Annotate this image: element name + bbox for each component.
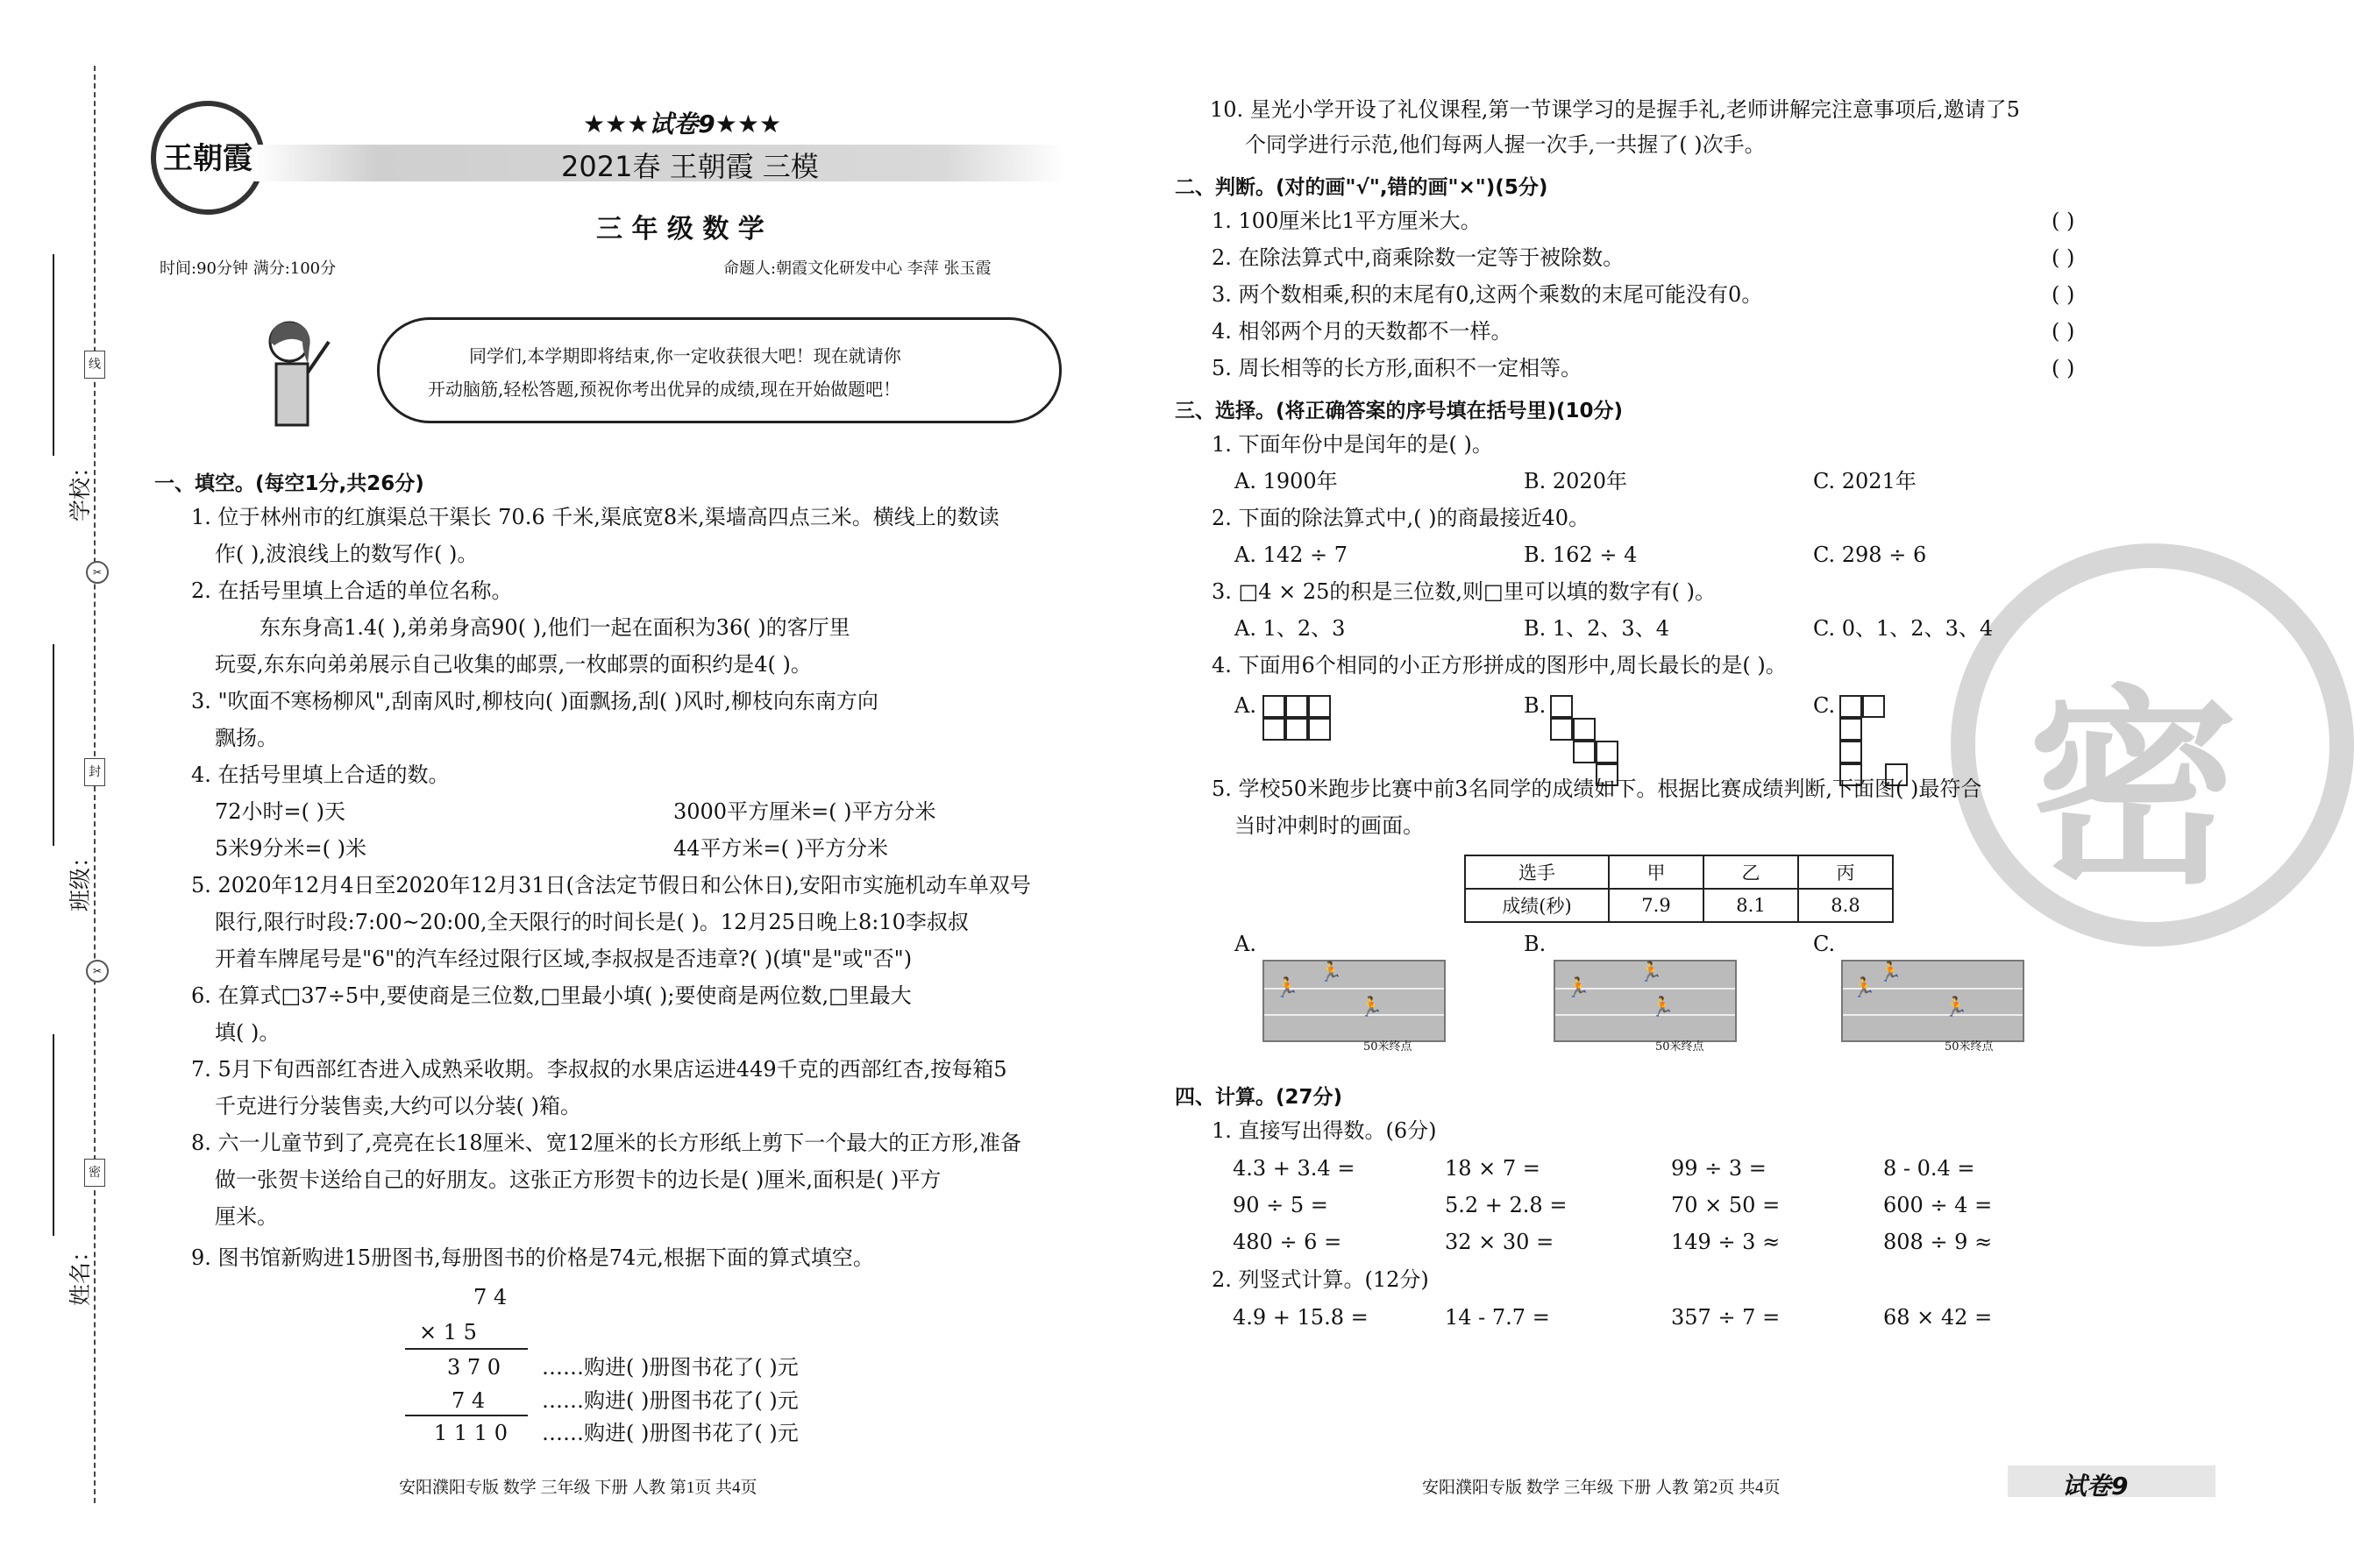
score-table (1464, 855, 1894, 923)
shape-a-label: A. (1234, 693, 1256, 718)
choice-5-line2: 当时冲刺时的画面。 (1234, 813, 1424, 838)
q4-c: 5米9分米=( )米 (215, 836, 367, 861)
speech-bubble (377, 317, 1062, 423)
q4-d: 44平方米=( )平方分米 (673, 836, 889, 861)
judge-5: 5. 周长相等的长方形,面积不一定相等。 (1212, 356, 1582, 380)
race-track-c (1841, 960, 2024, 1042)
calc-item: 32 × 30 = (1445, 1230, 1554, 1254)
choice-2: 2. 下面的除法算式中,( )的商最接近40。 (1212, 506, 1590, 530)
subject-title: 三 年 级 数 学 (596, 214, 765, 245)
q2-title: 2. 在括号里填上合适的单位名称。 (191, 578, 513, 603)
calc-item: 480 ÷ 6 = (1233, 1230, 1342, 1254)
q4-a: 72小时=( )天 (215, 799, 346, 824)
vert-mult-line4: 7 4 (452, 1388, 486, 1413)
exam-title: 2021春 王朝霞 三模 (561, 150, 819, 183)
class-field[interactable] (53, 644, 54, 846)
vert-calc-item: 357 ÷ 7 = (1671, 1305, 1781, 1330)
q7-line2: 千克进行分装售卖,大约可以分装( )箱。 (215, 1094, 581, 1118)
q1-line2: 作( ),波浪线上的数写作( )。 (215, 542, 479, 566)
paper-tab-label: 试卷9 (2062, 1472, 2129, 1501)
runner-icon: 🏃 (1852, 977, 1876, 999)
runner-icon: 🏃 (1566, 977, 1590, 999)
calc-item: 8 - 0.4 = (1883, 1156, 1975, 1181)
q8-line3: 厘米。 (215, 1204, 278, 1229)
q6-line2: 填( )。 (215, 1020, 281, 1045)
bubble-line2: 开动脑筋,轻松答题,预祝你考出优异的成绩,现在开始做题吧！ (428, 379, 901, 400)
choice-1-a: A. 1900年 (1234, 469, 1338, 493)
shape-b-label: B. (1524, 693, 1547, 718)
vert-mult-rule (405, 1415, 528, 1416)
q5-line2: 限行,限行时段:7:00~20:00,全天限行的时间长是( )。12月25日晚上8:10李叔叔 (215, 910, 969, 934)
calc-item: 70 × 50 = (1671, 1193, 1781, 1217)
q1-line1: 1. 位于林州市的红旗渠总干渠长 70.6 千米,渠底宽8米,渠墙高四点三米。横线上的数读 (191, 505, 999, 529)
runner-icon: 🏃 (1944, 997, 1968, 1018)
school-field[interactable] (53, 254, 54, 456)
judge-answer-3[interactable]: ( ) (2052, 282, 2075, 307)
table-header: 乙 (1703, 855, 1798, 889)
table-cell: 8.8 (1798, 889, 1893, 922)
race-b-label: B. (1524, 932, 1547, 956)
table-cell: 7.9 (1609, 889, 1703, 922)
runner-icon: 🏃 (1650, 997, 1675, 1018)
q10-line2: 个同学进行示范,他们每两人握一次手,一共握了( )次手。 (1245, 132, 1766, 157)
runner-icon: 🏃 (1639, 961, 1663, 983)
judge-4: 4. 相邻两个月的天数都不一样。 (1212, 319, 1512, 344)
judge-answer-2[interactable]: ( ) (2052, 245, 2075, 270)
finish-label: 50米终点 (1363, 1040, 1412, 1054)
choice-3-c: C. 0、1、2、3、4 (1813, 616, 1994, 641)
choice-3-b: B. 1、2、3、4 (1524, 616, 1669, 641)
scissor-icon: ✂ (86, 960, 109, 983)
q5-line3: 开着车牌尾号是"6"的汽车经过限行区域,李叔叔是否违章?( )(填"是"或"否") (215, 947, 913, 971)
calc-item: 600 ÷ 4 = (1883, 1193, 1993, 1217)
choice-3: 3. □4 × 25的积是三位数,则□里可以填的数字有( )。 (1212, 579, 1717, 604)
choice-1-b: B. 2020年 (1524, 469, 1627, 493)
q10-line1: 10. 星光小学开设了礼仪课程,第一节课学习的是握手礼,老师讲解完注意事项后,邀请了5 (1210, 97, 2020, 122)
mark-seal: 封 (84, 758, 105, 786)
vert-mult-line5: 1 1 1 0 (434, 1421, 508, 1445)
q2-line1: 东东身高1.4( ),弟弟身高90( ),他们一起在面积为36( )的客厅里 (260, 615, 850, 640)
binding-strip (0, 0, 123, 1568)
section-fill-title: 一、填空。(每空1分,共26分) (154, 472, 424, 495)
table-header: 甲 (1609, 855, 1703, 889)
vert-mult-line2: × 1 5 (419, 1320, 477, 1345)
choice-2-b: B. 162 ÷ 4 (1524, 543, 1638, 567)
table-header: 丙 (1798, 855, 1893, 889)
q8-line1: 8. 六一儿童节到了,亮亮在长18厘米、宽12厘米的长方形纸上剪下一个最大的正方形,准备 (191, 1131, 1021, 1155)
judge-answer-5[interactable]: ( ) (2052, 356, 2075, 380)
vert-mult-line3: 3 7 0 (447, 1355, 501, 1380)
vert-calc-item: 14 - 7.7 = (1445, 1305, 1550, 1330)
runner-icon: 🏃 (1319, 961, 1343, 983)
vert-calc-item: 4.9 + 15.8 = (1233, 1305, 1369, 1330)
secret-stamp: 密 (1951, 543, 2354, 947)
race-a-label: A. (1234, 932, 1256, 956)
calc-item: 5.2 + 2.8 = (1445, 1193, 1568, 1217)
name-field[interactable] (53, 1034, 54, 1236)
choice-1-c: C. 2021年 (1813, 469, 1917, 493)
q8-line2: 做一张贺卡送给自己的好朋友。这张正方形贺卡的边长是( )厘米,面积是( )平方 (215, 1167, 942, 1192)
school-label: 学校： (68, 455, 93, 521)
teacher-illustration (250, 316, 338, 429)
judge-answer-4[interactable]: ( ) (2052, 319, 2075, 344)
q3-line1: 3. "吹面不寒杨柳风",刮南风时,柳枝向( )面飘扬,刮( )风时,柳枝向东南方向 (191, 689, 878, 713)
choice-5-line1: 5. 学校50米跑步比赛中前3名同学的成绩如下。根据比赛成绩判断,下面图( )最符合 (1212, 777, 1982, 801)
logo-seal: 王朝霞 (151, 101, 265, 215)
q7-line1: 7. 5月下旬西部红杏进入成熟采收期。李叔叔的水果店运进449千克的西部红杏,按每箱5 (191, 1057, 1007, 1082)
choice-4: 4. 下面用6个相同的小正方形拼成的图形中,周长最长的是( )。 (1212, 653, 1787, 678)
series-title: ★★★试卷9★★★ (583, 110, 782, 138)
mark-line: 线 (84, 351, 105, 379)
choice-2-a: A. 142 ÷ 7 (1234, 543, 1348, 567)
choice-1: 1. 下面年份中是闰年的是( )。 (1212, 432, 1493, 457)
finish-label: 50米终点 (1945, 1040, 1994, 1054)
author-info: 命题人:朝霞文化研发中心 李萍 张玉霞 (723, 259, 992, 278)
shape-c-label: C. (1813, 693, 1836, 718)
calc-item: 90 ÷ 5 = (1233, 1193, 1328, 1217)
q4-title: 4. 在括号里填上合适的数。 (191, 763, 450, 787)
mark-dense: 密 (84, 1159, 105, 1187)
judge-1: 1. 100厘米比1平方厘米大。 (1212, 209, 1482, 233)
q9-result-3: ……购进( )册图书花了( )元 (542, 1421, 799, 1445)
runner-icon: 🏃 (1359, 997, 1383, 1018)
time-info: 时间:90分钟 满分:100分 (160, 259, 337, 278)
q9-result-1: ……购进( )册图书花了( )元 (542, 1355, 799, 1380)
finish-label: 50米终点 (1655, 1040, 1704, 1054)
q5-line1: 5. 2020年12月4日至2020年12月31日(含法定节假日和公休日),安阳市实施机动车单双号 (191, 873, 1031, 898)
choice-2-c: C. 298 ÷ 6 (1813, 543, 1927, 567)
runner-icon: 🏃 (1275, 977, 1299, 999)
calc-item: 149 ÷ 3 ≈ (1671, 1230, 1781, 1254)
table-header: 选手 (1465, 855, 1609, 889)
section-choice-title: 三、选择。(将正确答案的序号填在括号里)(10分) (1175, 400, 1624, 422)
calc-2-title: 2. 列竖式计算。(12分) (1212, 1267, 1429, 1292)
calc-item: 99 ÷ 3 = (1671, 1156, 1767, 1181)
calc-item: 808 ÷ 9 ≈ (1883, 1230, 1993, 1254)
q4-b: 3000平方厘米=( )平方分米 (673, 799, 936, 824)
judge-answer-1[interactable]: ( ) (2052, 209, 2075, 233)
vert-calc-item: 68 × 42 = (1883, 1305, 1993, 1330)
section-judge-title: 二、判断。(对的画"√",错的画"×")(5分) (1175, 176, 1548, 199)
calc-item: 18 × 7 = (1445, 1156, 1540, 1181)
footer-left: 安阳濮阳专版 数学 三年级 下册 人教 第1页 共4页 (399, 1479, 757, 1497)
table-cell: 成绩(秒) (1465, 889, 1609, 922)
judge-2: 2. 在除法算式中,商乘除数一定等于被除数。 (1212, 245, 1625, 270)
q6-line1: 6. 在算式□37÷5中,要使商是三位数,□里最小填( );要使商是两位数,□里最大 (191, 983, 912, 1008)
q2-line2: 玩耍,东东向弟弟展示自己收集的邮票,一枚邮票的面积约是4( )。 (215, 652, 812, 677)
table-cell: 8.1 (1703, 889, 1798, 922)
judge-3: 3. 两个数相乘,积的末尾有0,这两个乘数的末尾可能没有0。 (1212, 282, 1763, 307)
name-label: 姓名： (68, 1239, 93, 1306)
q3-line2: 飘扬。 (215, 726, 278, 750)
race-track-b (1554, 960, 1737, 1042)
scissor-icon: ✂ (86, 561, 109, 584)
section-calc-title: 四、计算。(27分) (1175, 1086, 1343, 1109)
choice-3-a: A. 1、2、3 (1234, 616, 1346, 641)
calc-1-title: 1. 直接写出得数。(6分) (1212, 1118, 1437, 1143)
bubble-line1: 同学们,本学期即将结束,你一定收获很大吧！现在就请你 (469, 345, 901, 366)
q9-title: 9. 图书馆新购进15册图书,每册图书的价格是74元,根据下面的算式填空。 (191, 1245, 874, 1270)
class-label: 班级： (68, 845, 93, 912)
vert-mult-rule (405, 1348, 528, 1350)
calc-item: 4.3 + 3.4 = (1233, 1156, 1355, 1181)
q9-result-2: ……购进( )册图书花了( )元 (542, 1388, 799, 1413)
runner-icon: 🏃 (1878, 961, 1902, 983)
vert-mult-line1: 7 4 (473, 1285, 508, 1309)
race-track-a (1262, 960, 1446, 1042)
race-c-label: C. (1813, 932, 1836, 956)
footer-right: 安阳濮阳专版 数学 三年级 下册 人教 第2页 共4页 (1422, 1479, 1781, 1497)
